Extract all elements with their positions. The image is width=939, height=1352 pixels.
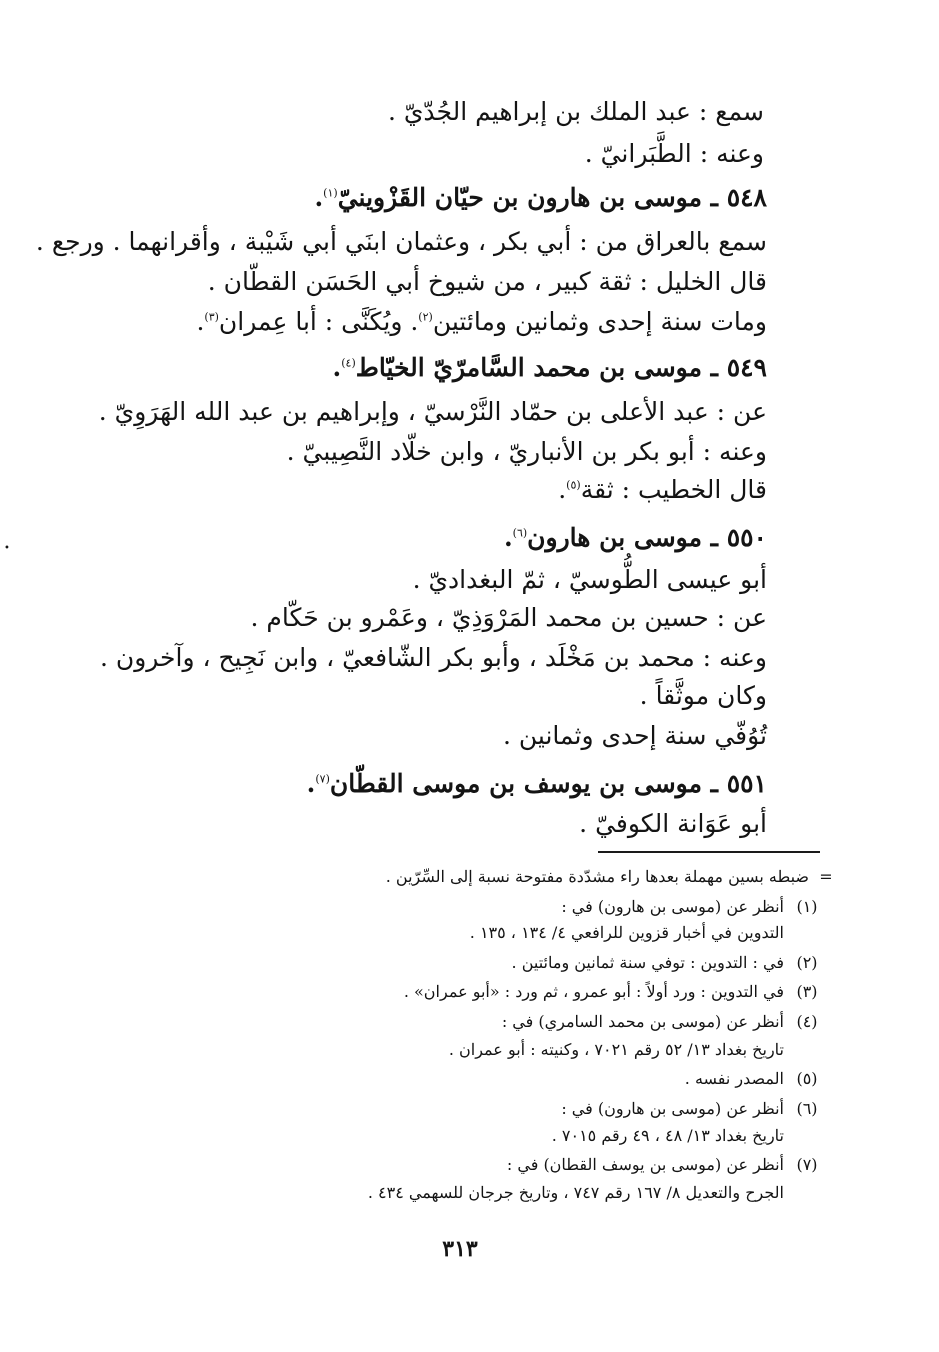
- scan-speck: •: [4, 543, 10, 554]
- footnote-4-source: تاريخ بغداد ١٣/ ٥٢ رقم ٧٠٢١ ، وكنيته : أبو عمران .: [448, 1040, 784, 1059]
- entry-heading-550: ٥٥٠ ـ موسى بن هارون$^{(٦)}$.: [503, 523, 767, 552]
- text-line-4: سمع بالعراق من : أبي بكر ، وعثمان ابنَي أبي شَيْبة ، وأقرانهما . ورجع .: [35, 227, 767, 256]
- text-line-12: أبو عيسى الطُّوسيّ ، ثمّ البغداديّ .: [412, 565, 767, 594]
- text-line-10: قال الخطيب : ثقة$^{(٥)}$.: [558, 475, 767, 504]
- footnote-number: (٧): [796, 1155, 818, 1174]
- footnote-number: (٢): [796, 953, 818, 972]
- footnote-number: (٦): [796, 1099, 818, 1118]
- text-line-5: قال الخليل : ثقة كبير ، من شيوخ أبي الحَسَن القطّان .: [207, 267, 767, 296]
- page-number: ٣١٣: [442, 1236, 478, 1262]
- footnote-ref-7: (٧): [315, 772, 330, 786]
- footnote-2: (٢) في : التدوين : توفي سنة ثمانين ومائتين .: [512, 951, 784, 975]
- footnote-ref-1: (١): [323, 186, 338, 200]
- footnote-number: (١): [796, 897, 818, 916]
- footnote-5: (٥) المصدر نفسه .: [685, 1067, 784, 1091]
- entry-heading-549: ٥٤٩ ـ موسى بن محمد السَّامرّيّ الخيّاط$^{(٤)}$.: [332, 353, 767, 382]
- footnote-ref-3: (٣): [204, 310, 219, 324]
- footnote-ref-6: (٦): [512, 526, 528, 540]
- footnote-number: (٤): [796, 1012, 818, 1031]
- footnote-1: (١) أنظر عن (موسى بن هارون) في :: [561, 895, 784, 919]
- text-line-1: سمع : عبد الملك بن إبراهيم الجُدّيّ .: [387, 97, 764, 126]
- footnote-4: (٤) أنظر عن (موسى بن محمد السامري) في :: [502, 1010, 784, 1034]
- text-line-18: أبو عَوَانة الكوفيّ .: [579, 809, 767, 838]
- entry-heading-551: ٥٥١ ـ موسى بن يوسف بن موسى القطّان$^{(٧)}$.: [306, 769, 767, 798]
- text-line-6: ومات سنة إحدى وثمانين ومائتين$^{(٢)}$. ويُكَنَّى : أبا عِمران$^{(٣)}$.: [196, 307, 767, 336]
- footnote-6-source: تاريخ بغداد ١٣/ ٤٨ ، ٤٩ رقم ٧٠١٥ .: [551, 1126, 784, 1145]
- footnote-ref-5: (٥): [566, 478, 581, 492]
- footnote-6: (٦) أنظر عن (موسى بن هارون) في :: [561, 1097, 784, 1121]
- footnote-3: (٣) في التدوين : ورد أولاً : أبو عمرو ، ثم ورد : «أبو عمران» .: [404, 980, 784, 1004]
- footnote-number: (٣): [796, 982, 818, 1001]
- entry-heading-548: ٥٤٨ ـ موسى بن هارون بن حيّان القَزْوينيّ$^{(١)}$.: [314, 183, 767, 212]
- text-line-2: وعنه : الطَّبَرانيّ .: [584, 139, 764, 168]
- footnote-continuation: = ضبطه بسين مهملة بعدها راء مشدّدة مفتوحة نسبة إلى السِّرّين .: [385, 867, 833, 886]
- footnote-7: (٧) أنظر عن (موسى بن يوسف القطان) في :: [507, 1153, 784, 1177]
- text-line-13: عن : حسين بن محمد المَرْوَذِيّ ، وعَمْرو بن حَكّام .: [250, 603, 767, 632]
- text-line-9: وعنه : أبو بكر بن الأنباريّ ، وابن خلّاد النَّصِيبيّ .: [286, 437, 767, 466]
- footnote-ref-2: (٢): [418, 310, 433, 324]
- text-line-16: تُوُفّي سنة إحدى وثمانين .: [502, 721, 767, 750]
- footnote-number: (٥): [796, 1069, 818, 1088]
- text-line-8: عن : عبد الأعلى بن حمّاد النَّرْسيّ ، وإبراهيم بن عبد الله الهَرَوِيّ .: [98, 397, 767, 426]
- text-line-14: وعنه : محمد بن مَخْلَد ، وأبو بكر الشّافعيّ ، وابن نَجِيح ، وآخرون .: [99, 643, 767, 672]
- footnote-1-source: التدوين في أخبار قزوين للرافعي ٤/ ١٣٤ ، ١٣٥ .: [469, 923, 784, 942]
- footnote-separator: [598, 851, 820, 853]
- footnote-7-source: الجرح والتعديل ٨/ ١٦٧ رقم ٧٤٧ ، وتاريخ جرجان للسهمي ٤٣٤ .: [367, 1183, 784, 1202]
- footnote-ref-4: (٤): [341, 356, 356, 370]
- text-line-15: وكان موثَّقاً .: [639, 681, 767, 710]
